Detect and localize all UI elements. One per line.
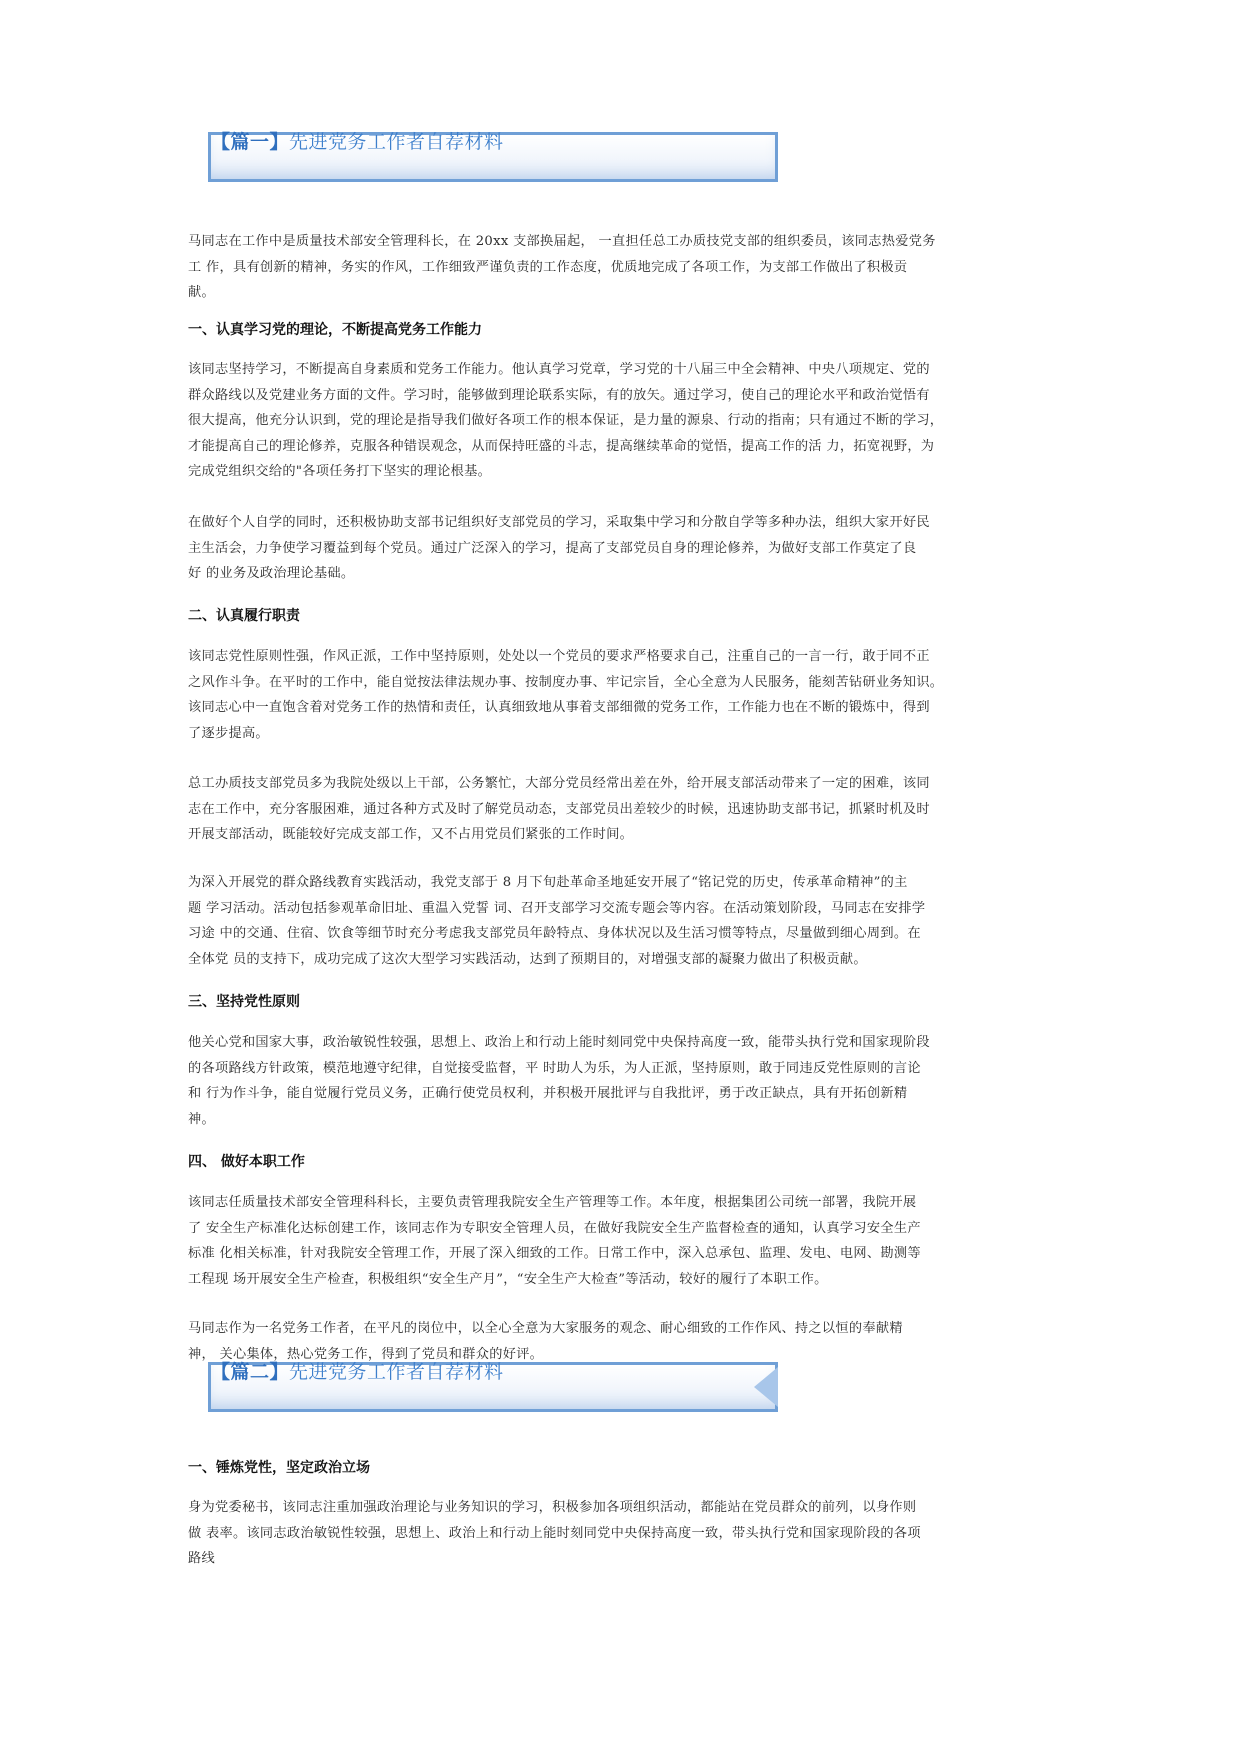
text-line: 了 安全生产标准化达标创建工作，该同志作为专职安全管理人员，在做好我院安全生产监督检查的通知，认真学习安全生产 bbox=[188, 1220, 921, 1236]
text-line: 他关心党和国家大事，政治敏锐性较强，思想上、政治上和行动上能时刻同党中央保持高度一致，能带头执行党和国家现阶段 bbox=[188, 1035, 930, 1050]
text-line: 志在工作中，充分客服困难，通过各种方式及时了解党员动态，支部党员出差较少的时候，迅速协助支部书记，抓紧时机及时 bbox=[188, 801, 930, 817]
text-line: 开展支部活动，既能较好完成支部工作，又不占用党员们紧张的工作时间。 bbox=[188, 827, 634, 842]
paragraph-2 bbox=[188, 510, 1056, 587]
heading-5: 一、锤炼党性，坚定政治立场 bbox=[188, 1460, 370, 1476]
text-line: 和 行为作斗争，能自觉履行党员义务，正确行使党员权利，并积极开展批评与自我批评，勇于改正缺点，具有开拓创新精 bbox=[188, 1086, 908, 1101]
text-line: 马同志作为一名党务工作者，在平凡的岗位中，以全心全意为大家服务的观念、耐心细致的工作作风、持之以恒的奉献精 bbox=[188, 1321, 903, 1336]
text-line: 习途 中的交通、住宿、饮食等细节时充分考虑我支部党员年龄特点、身体状况以及生活习惯等特点，尽量做到细心周到。在 bbox=[188, 926, 921, 941]
text-line: 总工办质技支部党员多为我院处级以上干部，公务繁忙，大部分党员经常出差在外，给开展支部活动带来了一定的困难，该同 bbox=[188, 776, 930, 791]
section-banner-1 bbox=[208, 132, 778, 182]
text-line: 工程现 场开展安全生产检查，积极组织“安全生产月”，“安全生产大检查”等活动，较好的履行了本职工作。 bbox=[188, 1271, 828, 1287]
paragraph-7 bbox=[188, 1190, 1056, 1292]
text-line: 很大提高，他充分认识到，党的理论是指导我们做好各项工作的根本保证，是力量的源泉、行动的指南；只有通过不断的学习， bbox=[188, 413, 944, 428]
section-title-2 bbox=[211, 1357, 504, 1384]
text-line: 了逐步提高。 bbox=[188, 725, 269, 741]
text-line: 神， 关心集体，热心党务工作，得到了党员和群众的好评。 bbox=[188, 1346, 544, 1362]
text-line: 神。 bbox=[188, 1111, 215, 1127]
heading-3: 三、坚持党性原则 bbox=[188, 994, 300, 1010]
text-line: 主生活会，力争使学习覆益到每个党员。通过广泛深入的学习，提高了支部党员自身的理论修养，为做好支部工作莫定了良 bbox=[188, 540, 917, 556]
banner-arrow-icon bbox=[754, 1367, 778, 1407]
text-line: 之风作斗争。在平时的工作中，能自觉按法律法规办事、按制度办事、牢记宗旨，全心全意为人民服务，能刻苦钻研业务知识。 bbox=[188, 674, 944, 690]
section-title-1 bbox=[211, 127, 504, 154]
text-line: 该同志党性原则性强，作风正派，工作中坚持原则，处处以一个党员的要求严格要求自己，注重自己的一言一行，敢于同不正 bbox=[188, 649, 930, 664]
text-line: 路线 bbox=[188, 1551, 215, 1566]
section-number-2: 【篇二】 bbox=[211, 1361, 290, 1383]
paragraph-5 bbox=[188, 870, 1056, 972]
paragraph-3 bbox=[188, 644, 1056, 746]
text-line: 好 的业务及政治理论基础。 bbox=[188, 566, 355, 581]
section-number-1: 【篇一】 bbox=[211, 131, 290, 153]
text-line: 完成党组织交给的"各项任务打下坚实的理论根基。 bbox=[188, 464, 492, 479]
heading-2: 二、认真履行职责 bbox=[188, 608, 300, 624]
text-line: 该同志坚持学习，不断提高自身素质和党务工作能力。他认真学习党章，学习党的十八届三中全会精神、中央八项规定、党的 bbox=[188, 362, 930, 377]
heading-1: 一、认真学习党的理论，不断提高党务工作能力 bbox=[188, 322, 482, 338]
paragraph-4 bbox=[188, 771, 1056, 848]
heading-4: 四、 做好本职工作 bbox=[188, 1154, 305, 1170]
text-line: 群众路线以及党建业务方面的文件。学习时，能够做到理论联系实际，有的放矢。通过学习，使自己的理论水平和政治觉悟有 bbox=[188, 387, 930, 403]
paragraph-1 bbox=[188, 357, 1056, 485]
text-line: 身为党委秘书，该同志注重加强政治理论与业务知识的学习，积极参加各项组织活动，都能站在党员群众的前列，以身作则 bbox=[188, 1500, 917, 1515]
text-line: 才能提高自己的理论修养，克服各种错误观念，从而保持旺盛的斗志，提高继续革命的觉悟，提高工作的活 力，拓宽视野，为 bbox=[188, 438, 935, 454]
text-line: 标准 化相关标准，针对我院安全管理工作，开展了深入细致的工作。日常工作中，深入总承包、监理、发电、电网、勘测等 bbox=[188, 1246, 921, 1261]
section-title-text-1: 先进党务工作者自荐材料 bbox=[289, 131, 504, 153]
text-line: 全体党 员的支持下，成功完成了这次大型学习实践活动，达到了预期目的，对增强支部的凝聚力做出了积极贡献。 bbox=[188, 951, 867, 967]
section-banner-2 bbox=[208, 1362, 778, 1412]
text-line: 的各项路线方针政策，模范地遵守纪律，自觉接受监督，平 时助人为乐，为人正派，坚持原则，敢于同违反党性原则的言论 bbox=[188, 1060, 921, 1076]
text-line: 工 作，具有创新的精神，务实的作风，工作细致严谨负责的工作态度，优质地完成了各项工作，为支部工作做出了积极贡 bbox=[188, 259, 908, 275]
text-line: 马同志在工作中是质量技术部安全管理科长，在 20xx 支部换届起， 一直担任总工办质技党支部的组织委员，该同志热爱党务 bbox=[188, 234, 936, 249]
text-line: 在做好个人自学的同时，还积极协助支部书记组织好支部党员的学习，采取集中学习和分散自学等多种办法，组织大家开好民 bbox=[188, 515, 930, 530]
section-title-text-2: 先进党务工作者自荐材料 bbox=[289, 1361, 504, 1383]
text-line: 献。 bbox=[188, 285, 215, 300]
text-line: 该同志心中一直饱含着对党务工作的热情和责任，认真细致地从事着支部细微的党务工作，工作能力也在不断的锻炼中，得到 bbox=[188, 700, 930, 715]
intro-paragraph bbox=[188, 229, 1056, 306]
paragraph-9 bbox=[188, 1495, 1056, 1572]
paragraph-6 bbox=[188, 1030, 1056, 1132]
text-line: 该同志任质量技术部安全管理科科长，主要负责管理我院安全生产管理等工作。本年度，根据集团公司统一部署，我院开展 bbox=[188, 1195, 917, 1210]
text-line: 做 表率。该同志政治敏锐性较强，思想上、政治上和行动上能时刻同党中央保持高度一致，带头执行党和国家现阶段的各项 bbox=[188, 1525, 921, 1541]
text-line: 题 学习活动。活动包括参观革命旧址、重温入党誓 词、召开支部学习交流专题会等内容。在活动策划阶段，马同志在安排学 bbox=[188, 900, 926, 916]
text-line: 为深入开展党的群众路线教育实践活动，我党支部于 8 月下旬赴革命圣地延安开展了“铭记党的历史，传承革命精神”的主 bbox=[188, 875, 908, 890]
